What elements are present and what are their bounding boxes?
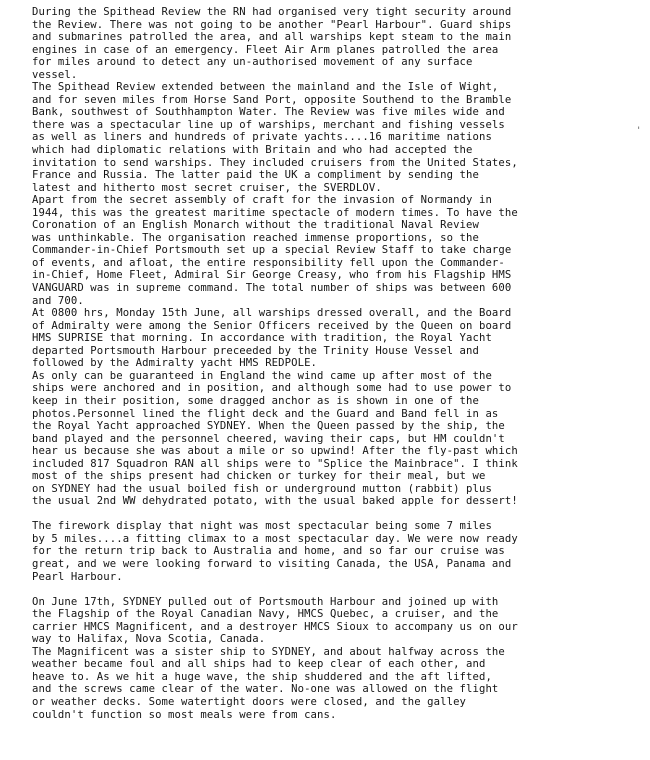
text-line: and the screws came clear of the water. No-one was allowed on the flight <box>32 683 499 696</box>
text-line: During the Spithead Review the RN had organised very tight security around <box>32 6 512 18</box>
text-line: for miles around to detect any un-authorised movement of any surface <box>32 56 473 69</box>
text-line: followed by the Admiralty yacht HMS REDPOLE. <box>32 357 318 370</box>
text-line: and submarines patrolled the area, and all warships kept steam to the main <box>32 31 512 44</box>
paragraph <box>32 596 644 646</box>
text-line: the Review. There was not going to be another "Pearl Harbour". Guard ships <box>32 18 512 31</box>
text-line: way to Halifax, Nova Scotia, Canada. <box>32 633 266 646</box>
paragraph <box>32 370 644 508</box>
text-line: and for seven miles from Horse Sand Port, opposite Southend to the Bramble <box>32 93 512 106</box>
paragraph <box>32 646 644 721</box>
text-line: great, and we were looking forward to visiting Canada, the USA, Panama and <box>32 558 512 571</box>
text-line: 1944, this was the greatest maritime spectacle of modern times. To have the <box>32 206 518 219</box>
text-line: the Flagship of the Royal Canadian Navy, HMCS Quebec, a cruiser, and the <box>32 608 499 621</box>
document-body <box>32 6 644 721</box>
text-line: HMS SUPRISE that morning. In accordance with tradition, the Royal Yacht <box>32 332 492 345</box>
text-line: for the return trip back to Australia and home, and so far our cruise was <box>32 545 505 558</box>
text-line: France and Russia. The latter paid the UK a compliment by sending the <box>32 169 479 182</box>
text-line: carrier HMCS Magnificent, and a destroyer HMCS Sioux to accompany us on our <box>32 620 518 633</box>
paragraph <box>32 307 644 370</box>
text-line: Commander-in-Chief Portsmouth set up a special Review Staff to take charge <box>32 244 512 257</box>
text-line: by 5 miles....a fitting climax to a most spectacular day. We were now ready <box>32 532 518 545</box>
text-line: the usual 2nd WW dehydrated potato, with the usual baked apple for dessert! <box>32 495 518 508</box>
scan-speck-mark: ' <box>636 126 642 136</box>
text-line: there was a spectacular line up of warships, merchant and fishing vessels <box>32 118 505 131</box>
paragraph <box>32 520 644 583</box>
text-line: latest and hitherto most secret cruiser, the SVERDLOV. <box>32 181 382 194</box>
text-line: most of the ships present had chicken or turkey for their meal, but we <box>32 470 486 483</box>
text-line: ships were anchored and in position, and although some had to use power to <box>32 382 512 395</box>
text-line: of Admiralty were among the Senior Officers received by the Queen on board <box>32 319 512 332</box>
text-line: Pearl Harbour. <box>32 570 123 583</box>
text-line: As only can be guaranteed in England the wind came up after most of the <box>32 369 492 382</box>
text-line: Coronation of an English Monarch without the traditional Naval Review <box>32 219 479 232</box>
paragraph <box>32 6 644 81</box>
text-line: engines in case of an emergency. Fleet Air Arm planes patrolled the area <box>32 43 499 56</box>
text-line: couldn't function so most meals were from cans. <box>32 708 337 721</box>
paragraph <box>32 194 644 307</box>
text-line: The firework display that night was most spectacular being some 7 miles <box>32 520 492 533</box>
text-line: and 700. <box>32 294 84 307</box>
text-line: At 0800 hrs, Monday 15th June, all warships dressed overall, and the Board <box>32 307 512 320</box>
text-line: heave to. As we hit a huge wave, the ship shuddered and the aft lifted, <box>32 670 492 683</box>
text-line: vessel. <box>32 68 78 81</box>
text-line: on SYDNEY had the usual boiled fish or underground mutton (rabbit) plus <box>32 482 492 495</box>
text-line: hear us because she was about a mile or so upwind! After the fly-past which <box>32 445 518 458</box>
text-line: as well as liners and hundreds of private yachts....16 maritime nations <box>32 131 492 144</box>
text-line: VANGUARD was in supreme command. The total number of ships was between 600 <box>32 282 512 295</box>
paragraph <box>32 81 644 194</box>
text-line: On June 17th, SYDNEY pulled out of Portsmouth Harbour and joined up with <box>32 595 499 608</box>
text-line: in-Chief, Home Fleet, Admiral Sir George Creasy, who from his Flagship HMS <box>32 269 512 282</box>
text-line: weather became foul and all ships had to keep clear of each other, and <box>32 658 486 671</box>
text-line: The Spithead Review extended between the mainland and the Isle of Wight, <box>32 81 499 94</box>
text-line: the Royal Yacht approached SYDNEY. When the Queen passed by the ship, the <box>32 420 505 433</box>
text-line: included 817 Squadron RAN all ships were to "Splice the Mainbrace". I think <box>32 457 518 470</box>
text-line: departed Portsmouth Harbour preceeded by the Trinity House Vessel and <box>32 344 479 357</box>
text-line: keep in their position, some dragged anchor as is shown in one of the <box>32 394 479 407</box>
text-line: invitation to send warships. They included cruisers from the United States, <box>32 156 518 169</box>
text-line: or weather decks. Some watertight doors were closed, and the galley <box>32 695 467 708</box>
text-line: of events, and afloat, the entire responsibility fell upon the Commander- <box>32 256 505 269</box>
text-line: which had diplomatic relations with Britain and who had accepted the <box>32 144 473 157</box>
text-line: Apart from the secret assembly of craft for the invasion of Normandy in <box>32 194 492 207</box>
text-line: band played and the personnel cheered, waving their caps, but HM couldn't <box>32 432 505 445</box>
text-line: Bank, southwest of Southhampton Water. The Review was five miles wide and <box>32 106 505 119</box>
text-line: photos.Personnel lined the flight deck and the Guard and Band fell in as <box>32 407 499 420</box>
text-line: The Magnificent was a sister ship to SYDNEY, and about halfway across the <box>32 645 505 658</box>
text-line: was unthinkable. The organisation reached immense proportions, so the <box>32 231 479 244</box>
